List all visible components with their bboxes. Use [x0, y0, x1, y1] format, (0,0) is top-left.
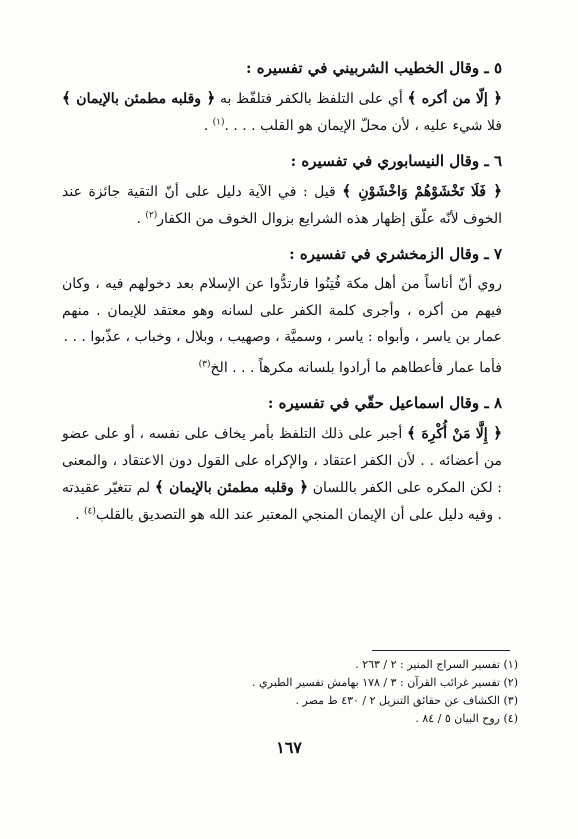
section-heading-5: ٥ ـ وقال الخطيب الشربيني في تفسيره :	[245, 59, 502, 77]
verse-open-bracket: ﴿	[201, 89, 216, 107]
quote-paragraph-6	[62, 178, 520, 232]
verse-close-bracket: ﴾	[407, 89, 422, 107]
verse-open-bracket: ﴿	[487, 89, 502, 107]
verse-open-bracket: ﴿	[485, 182, 503, 200]
section-heading-8: ٨ ـ وقال اسماعيل حقّي في تفسيره :	[267, 394, 502, 412]
quote-paragraph-7: روي أنّ أناساً من أهل مكة فُتِنُوا فارتدُّوا عن الإسلام بعد دخولهم فيه ، وكان فيهم من أكره ، وأجرى كلمة الكفر على لسانه وهو معتقد للإيمان . منهم عمار بن ياسر ، وأبواه : ياسر ، وسميَّة ، وصهيب ، وبلال ، وخباب ، عذّبوا . . .	[62, 276, 502, 345]
quote-paragraph-5	[62, 85, 520, 139]
verse-close-bracket: ﴾	[407, 424, 422, 442]
footnote-ref[interactable]: (٢)	[145, 209, 158, 220]
footnote-item: (١) تفسير السراج المنير : ٢ / ٢٦٣ .	[355, 658, 518, 671]
verse-close-bracket: ﴾	[342, 182, 359, 200]
footnote-item: (٣) الكشاف عن حقائق التنزيل ٢ / ٤٣٠ ط مصر .	[295, 694, 518, 707]
verse-close-bracket: ﴾	[154, 478, 170, 496]
section-heading-6: ٦ ـ وقال النيسابوري في تفسيره :	[290, 152, 502, 170]
quran-verse: إلّا من أكره	[421, 91, 488, 107]
verse-open-bracket: ﴿	[293, 478, 309, 496]
quote-end: .	[75, 506, 84, 523]
quote-paragraph-8	[62, 420, 520, 528]
footnotes	[48, 656, 518, 728]
footnote-ref[interactable]: (٣)	[198, 358, 211, 369]
footnote-item: (٤) روح البيان ٥ / ٨٤ .	[415, 712, 518, 725]
quote-text: فلا شيء عليه ، لأن محلّ الإيمان هو القلب . . . .	[224, 117, 502, 134]
quran-verse: وقلبه مطمئن بالإيمان	[76, 91, 202, 107]
quran-verse: وقلبه مطمئن بالإيمان	[169, 480, 294, 496]
page-number: ١٦٧	[276, 738, 302, 757]
quote-text: فأما عمار فأعطاهم ما أرادوا بلسانه مكرهاً . . . الخ	[210, 359, 502, 376]
quote-text: لم تتغيّر عقيدته . وفيه دليل على أن الإيمان المنجي المعتبر عند الله هو التصديق بالقلب	[62, 480, 502, 523]
quran-verse: إِلَّا مَنْ أُكْرِهَ	[421, 426, 488, 442]
verse-open-bracket: ﴿	[487, 424, 502, 442]
verse-close-bracket: ﴾	[62, 89, 77, 107]
quote-end: .	[136, 210, 146, 227]
quote-paragraph-7b	[62, 355, 520, 382]
quote-end: .	[203, 117, 213, 134]
footnote-ref[interactable]: (١)	[212, 116, 225, 127]
section-heading-7: ٧ ـ وقال الزمخشري في تفسيره :	[289, 245, 502, 263]
footnote-ref[interactable]: (٤)	[83, 505, 96, 516]
quote-text: أجبر على ذلك التلفظ بأمر يخاف على نفسه ، أو على عضو من أعضائه . . لأن الكفر اعتقاد ، والإكراه على القول دون الاعتقاد ، والمعنى : لكن المكره على الكفر باللسان	[62, 426, 503, 496]
quote-text: قيل : في الآية دليل على أنّ التقية جائزة عند الخوف لأنّه علّق إظهار هذه الشرايع بزوال الخوف من الكفار	[62, 184, 502, 227]
footnote-divider	[372, 650, 510, 651]
quote-text: أي على التلفظ بالكفر فتلفّظ به	[215, 91, 408, 107]
footnote-item: (٢) تفسير غرائب القرآن : ٣ / ١٧٨ بهامش تفسير الطبري .	[252, 676, 518, 689]
quran-verse: فَلَا تَخْشَوْهُمْ وَاخْشَوْنِ	[358, 184, 486, 200]
